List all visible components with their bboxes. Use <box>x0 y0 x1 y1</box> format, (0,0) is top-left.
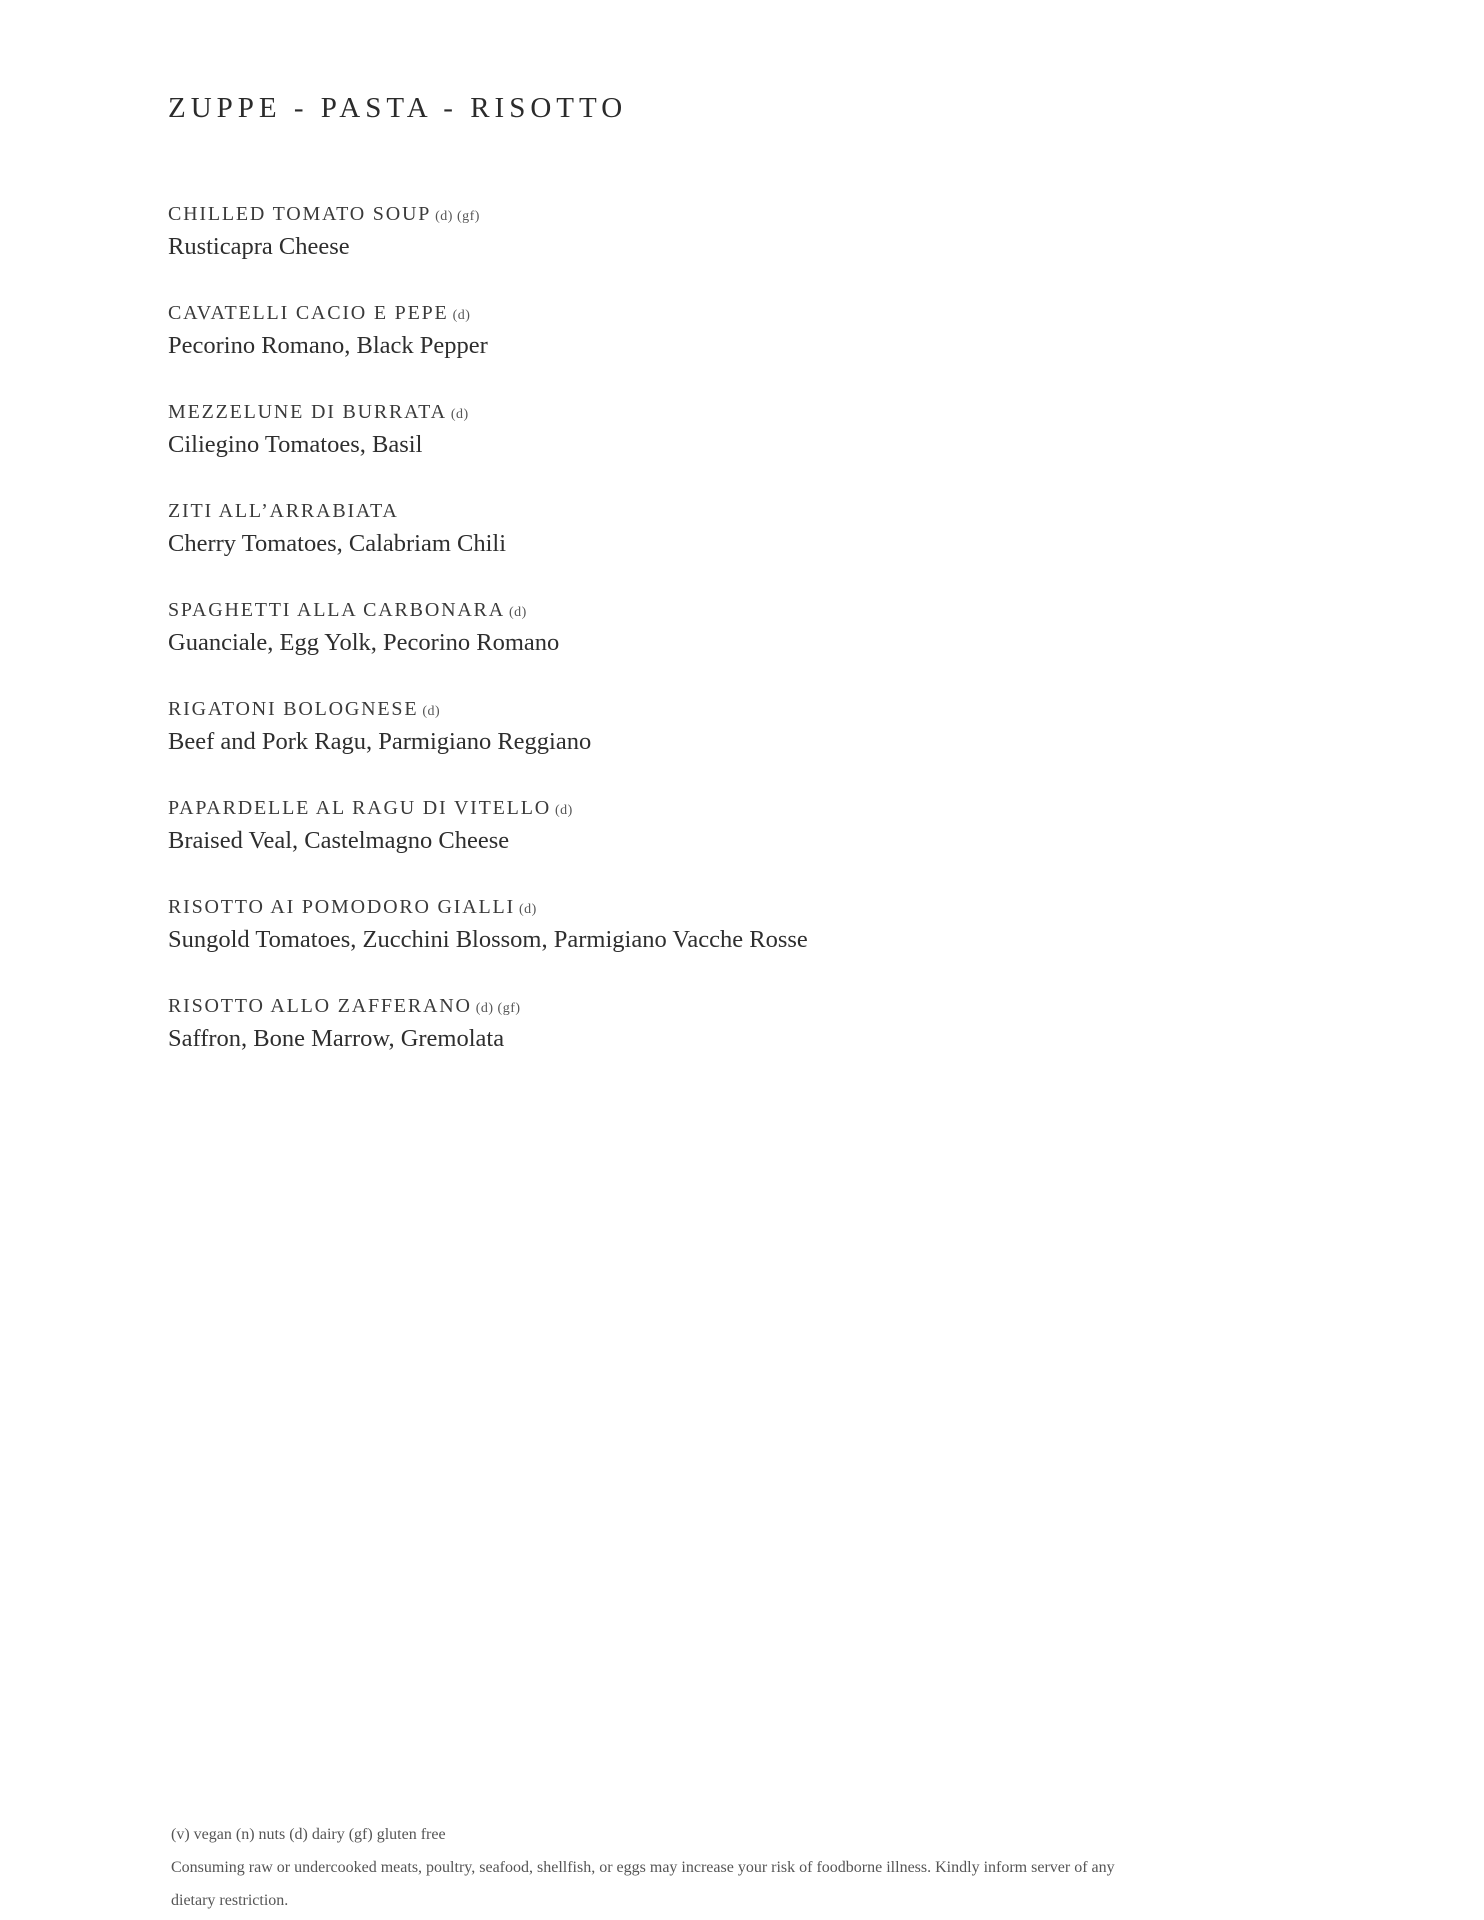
item-name-line <box>168 796 1268 823</box>
item-description: Pecorino Romano, Black Pepper <box>168 332 488 359</box>
menu-item <box>168 301 1268 400</box>
item-dietary-tags: (d) (gf) <box>435 209 480 224</box>
item-name: CHILLED TOMATO SOUP <box>168 203 432 225</box>
menu-item <box>168 697 1268 796</box>
menu-item <box>168 202 1268 301</box>
item-description: Cherry Tomatoes, Calabriam Chili <box>168 530 507 557</box>
item-name: ZITI ALL’ARRABIATA <box>168 500 399 522</box>
dietary-legend: (v) vegan (n) nuts (d) dairy (gf) gluten free <box>171 1826 446 1843</box>
item-dietary-tags: (d) <box>452 308 471 323</box>
item-dietary-tags: (d) <box>508 605 527 620</box>
item-name: CAVATELLI CACIO E PEPE <box>168 302 449 324</box>
menu-list <box>168 202 1268 1093</box>
menu-item <box>168 499 1268 598</box>
item-dietary-tags: (d) <box>519 902 537 917</box>
item-description: Beef and Pork Ragu, Parmigiano Reggiano <box>168 728 592 755</box>
item-description: Guanciale, Egg Yolk, Pecorino Romano <box>168 629 560 656</box>
item-description: Ciliegino Tomatoes, Basil <box>168 431 423 458</box>
item-dietary-tags: (d) <box>450 407 469 422</box>
menu-item <box>168 598 1268 697</box>
item-name-line <box>168 202 1268 229</box>
item-name: MEZZELUNE DI BURRATA <box>168 401 447 423</box>
item-name: RISOTTO ALLO ZAFFERANO <box>168 995 472 1017</box>
item-description: Braised Veal, Castelmagno Cheese <box>168 827 510 854</box>
section-title: ZUPPE - PASTA - RISOTTO <box>168 92 628 124</box>
item-name-line <box>168 400 1268 427</box>
menu-item <box>168 895 1268 994</box>
item-name: SPAGHETTI ALLA CARBONARA <box>168 599 505 621</box>
item-name: PAPARDELLE AL RAGU DI VITELLO <box>168 797 551 819</box>
item-name-line <box>168 499 1268 526</box>
food-safety-disclaimer: Consuming raw or undercooked meats, poultry, seafood, shellfish, or eggs may increase your risk of foodborne illness. Kindly inform server of any dietary restriction. <box>171 1859 1115 1909</box>
menu-item <box>168 994 1268 1093</box>
item-dietary-tags: (d) <box>554 803 573 818</box>
item-name-line <box>168 697 1268 724</box>
menu-item <box>168 796 1268 895</box>
item-description: Saffron, Bone Marrow, Gremolata <box>168 1025 505 1052</box>
item-name: RISOTTO AI POMODORO GIALLI <box>168 896 515 918</box>
item-dietary-tags: (d) (gf) <box>475 1001 521 1016</box>
item-dietary-tags: (d) <box>422 704 441 719</box>
item-description: Rusticapra Cheese <box>168 233 350 260</box>
item-name-line <box>168 895 1268 922</box>
menu-item <box>168 400 1268 499</box>
item-name-line <box>168 301 1268 328</box>
footer-notes <box>171 1818 1131 1917</box>
item-description: Sungold Tomatoes, Zucchini Blossom, Parmigiano Vacche Rosse <box>168 926 808 953</box>
item-name-line <box>168 994 1268 1021</box>
item-name: RIGATONI BOLOGNESE <box>168 698 419 720</box>
item-name-line <box>168 598 1268 625</box>
